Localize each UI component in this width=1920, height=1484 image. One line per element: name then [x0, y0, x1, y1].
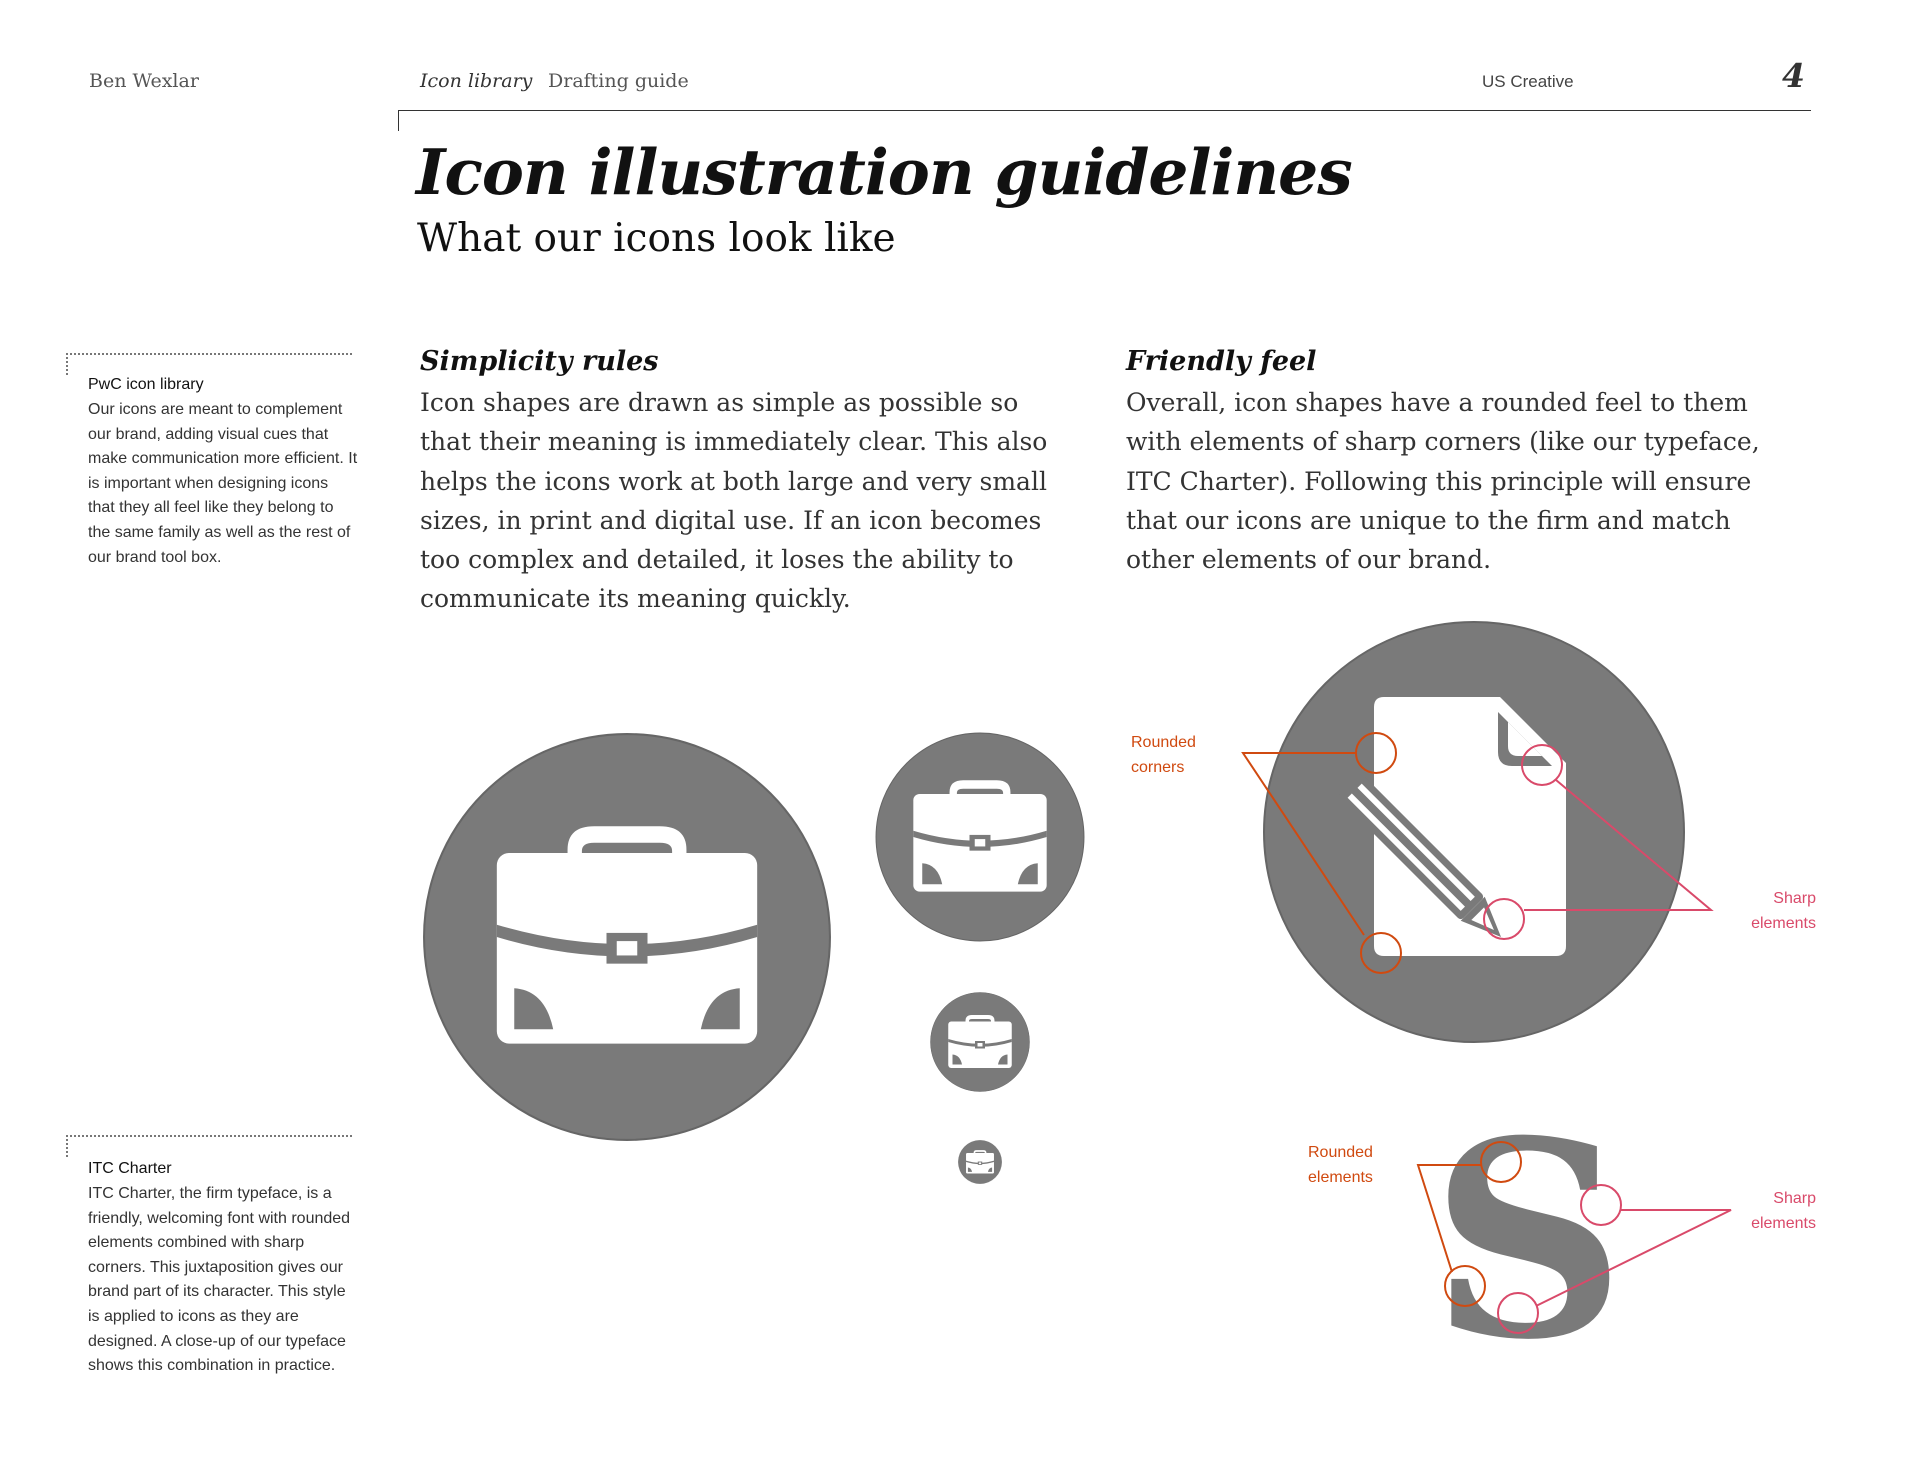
annotation-sharp-elements: Sharp elements: [1751, 890, 1816, 932]
page-number: 4: [1782, 56, 1805, 95]
simplicity-heading: Simplicity rules: [420, 346, 659, 377]
note-title-itc-charter: ITC Charter: [88, 1160, 172, 1177]
letter-s-sample: S: [1430, 1081, 1626, 1399]
note-body-icon-library: Our icons are meant to complement our brand, adding visual cues that make communication more efficient. It is important when designing icons that they all feel like they belong to the same family as well as the rest of our brand tool box.: [88, 401, 358, 566]
header-author: Ben Wexlar: [89, 70, 199, 92]
friendly-body: Overall, icon shapes have a rounded feel to them with elements of sharp corners (like our typeface, ITC Charter). Following this principle will ensure that our icons are unique to the firm and match other elements of our brand.: [1126, 388, 1760, 575]
simplicity-body: Icon shapes are drawn as simple as possible so that their meaning is immediately clear. This also helps the icons work at both large and very small sizes, in print and digital use. If an icon becomes too complex and detailed, it loses the ability to communicate its meaning quickly.: [420, 388, 1048, 614]
briefcase-icon-large: [424, 734, 830, 1140]
document-pencil-icon: [1243, 622, 1711, 1042]
annotation-rounded-corners: Rounded corners: [1131, 734, 1196, 776]
header-group: US Creative: [1482, 72, 1574, 91]
page-subtitle: What our icons look like: [417, 216, 896, 261]
friendly-heading: Friendly feel: [1126, 346, 1317, 377]
briefcase-icon-tiny: [958, 1140, 1002, 1184]
briefcase-icon-small: [931, 993, 1030, 1092]
typeface-sample: [1418, 1081, 1731, 1399]
annotation-sharp-elements: Sharp elements: [1751, 1190, 1816, 1232]
page-title: Icon illustration guidelines: [416, 135, 1352, 209]
note-body-itc-charter: ITC Charter, the firm typeface, is a friendly, welcoming font with rounded elements combined with sharp corners. This juxtaposition gives our brand part of its character. This style is applied to icons as they are designed. A close-up of our typeface shows this combination in practice.: [88, 1185, 351, 1375]
header-guide: Drafting guide: [548, 70, 689, 92]
briefcase-icon-medium: [876, 733, 1084, 941]
header-section: Icon library: [420, 70, 533, 92]
note-title-icon-library: PwC icon library: [88, 376, 204, 393]
annotation-rounded-elements: Rounded elements: [1308, 1144, 1373, 1186]
